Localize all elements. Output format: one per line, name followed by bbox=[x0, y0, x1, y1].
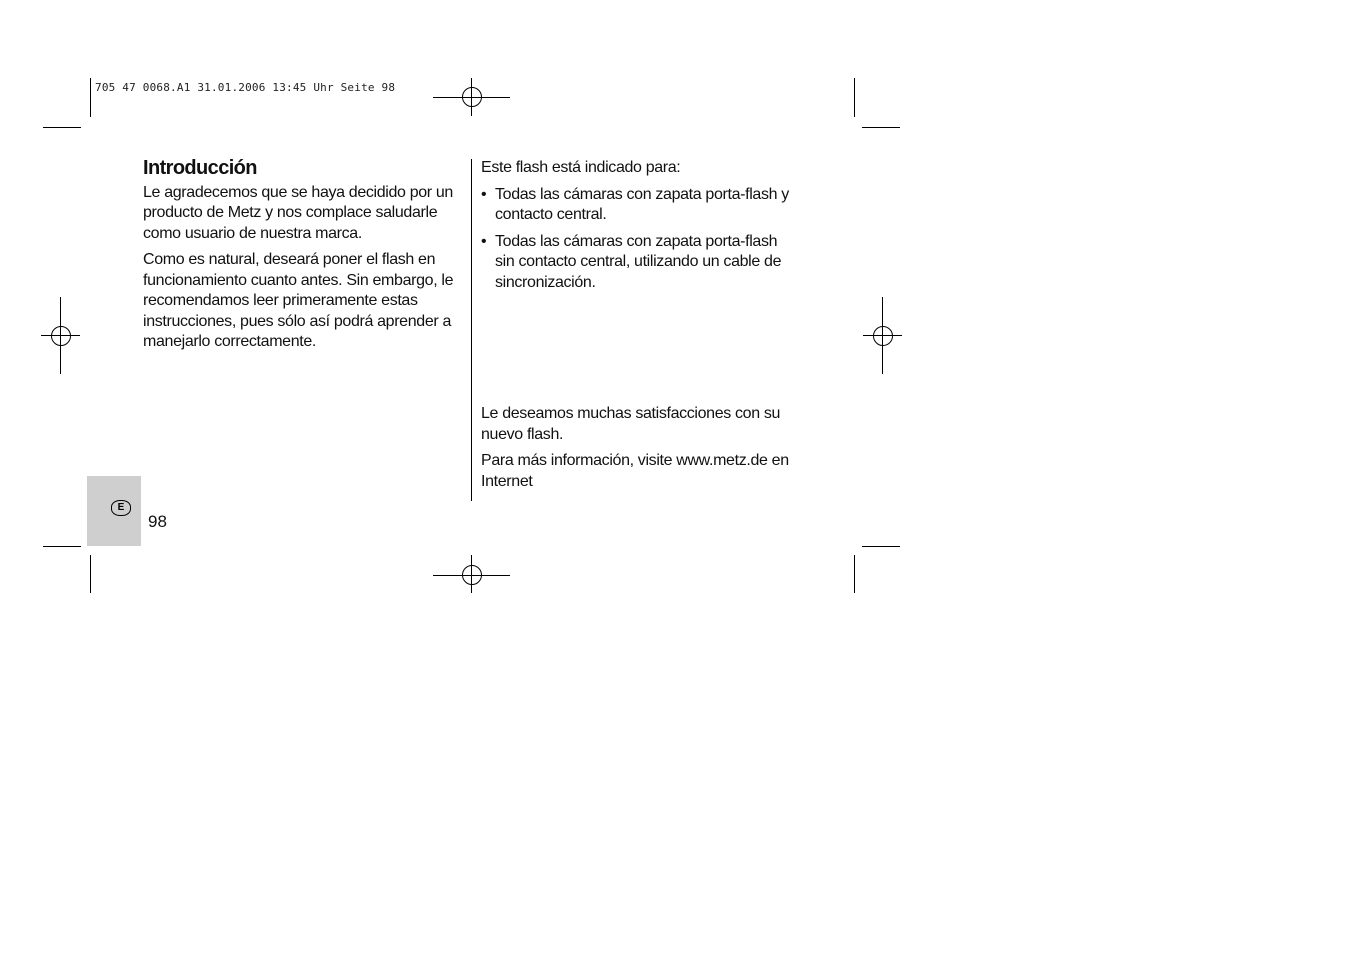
list-item-text: Todas las cámaras con zapata porta-flash sin contacto central, utilizando un cable de sincronización. bbox=[495, 232, 782, 291]
registration-mark-left bbox=[50, 325, 72, 347]
list-item bbox=[481, 185, 799, 226]
crop-mark bbox=[862, 127, 900, 128]
registration-crosshair bbox=[471, 555, 472, 593]
crop-mark bbox=[90, 555, 91, 593]
registration-mark-right bbox=[872, 325, 894, 347]
registration-crosshair bbox=[60, 297, 61, 374]
closing-text bbox=[481, 404, 799, 498]
print-slug: 705 47 0068.A1 31.01.2006 13:45 Uhr Seite 98 bbox=[95, 81, 396, 94]
crop-mark bbox=[862, 546, 900, 547]
language-badge: E bbox=[111, 500, 131, 516]
list-item-text: Todas las cámaras con zapata porta-flash y contacto central. bbox=[495, 185, 789, 223]
paragraph: Como es natural, deseará poner el flash en funcionamiento cuanto antes. Sin embargo, le recomendamos leer primeramente estas instrucciones, pues sólo así podrá aprender a manejarlo correctamente. bbox=[143, 251, 454, 350]
section-heading: Introducción bbox=[143, 157, 257, 179]
paragraph: Para más información, visite www.metz.de en Internet bbox=[481, 452, 789, 490]
intro-text: Este flash está indicado para: bbox=[481, 159, 681, 176]
crop-mark bbox=[854, 555, 855, 593]
bullet-icon: • bbox=[481, 185, 487, 203]
paragraph: Le deseamos muchas satisfacciones con su nuevo flash. bbox=[481, 405, 781, 443]
paragraph: Le agradecemos que se haya decidido por un producto de Metz y nos complace saludarle como usuario de nuestra marca. bbox=[143, 183, 453, 242]
registration-crosshair bbox=[471, 78, 472, 116]
crop-mark bbox=[43, 127, 81, 128]
registration-crosshair bbox=[882, 297, 883, 374]
bullet-list bbox=[481, 185, 799, 294]
left-column bbox=[143, 158, 463, 359]
right-column bbox=[481, 158, 799, 299]
list-item bbox=[481, 232, 799, 294]
crop-mark bbox=[90, 78, 91, 117]
bullet-icon: • bbox=[481, 232, 487, 250]
crop-mark bbox=[43, 546, 81, 547]
crop-mark bbox=[854, 78, 855, 117]
page-number: 98 bbox=[148, 512, 167, 531]
column-divider bbox=[471, 159, 472, 501]
